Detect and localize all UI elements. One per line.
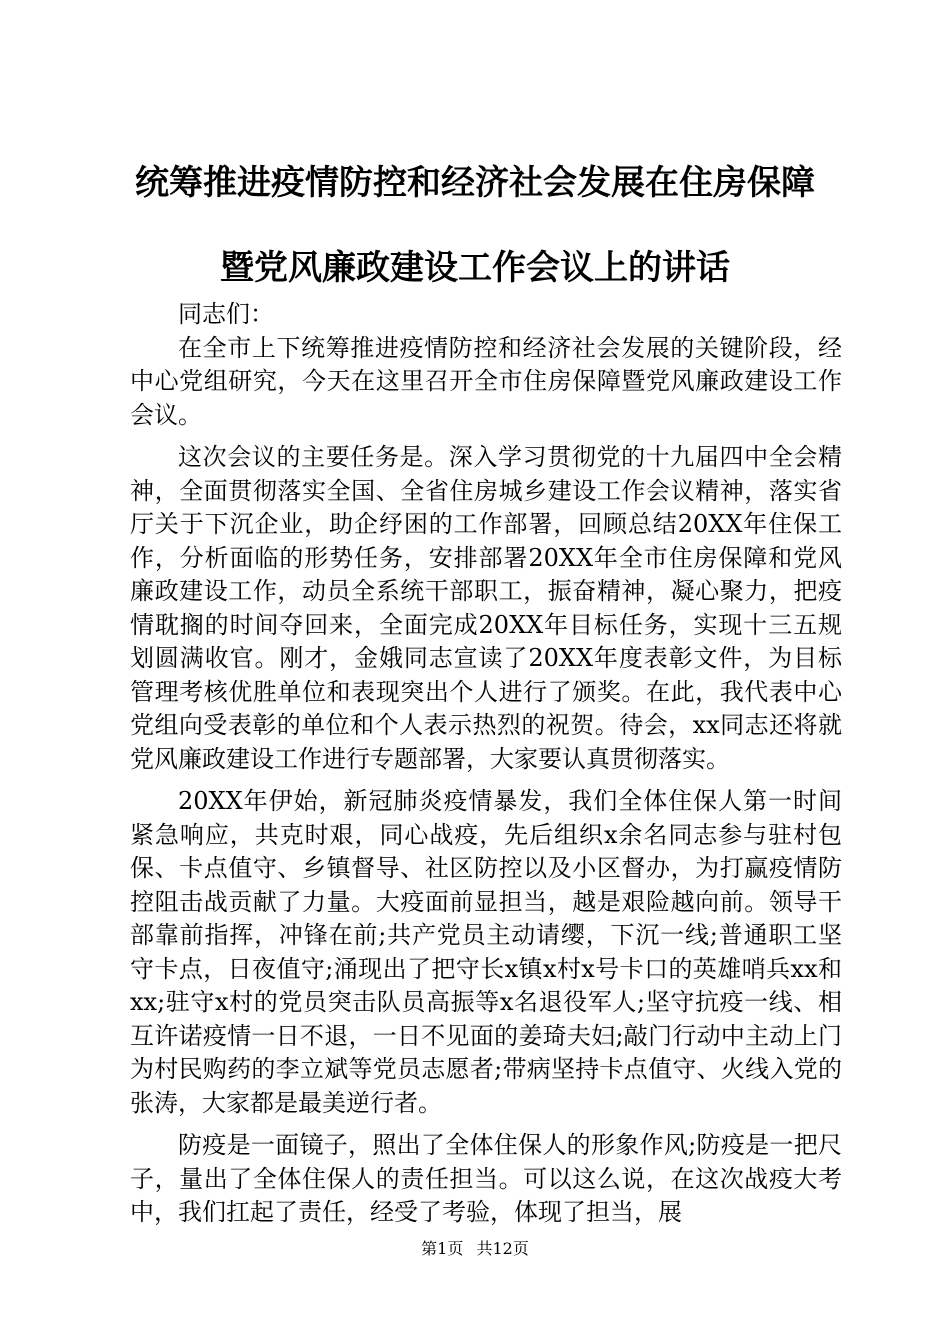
paragraph-3: 20XX年伊始，新冠肺炎疫情暴发，我们全体住保人第一时间紧急响应，共克时艰，同心战疫，先后组织x余名同志参与驻村包保、卡点值守、乡镇督导、社区防控以及小区督办，为打赢疫情防控阻击战贡献了力量。大疫面前显担当，越是艰险越向前。领导干部靠前指挥，冲锋在前;共产党员主动请缨，下沉一线;普通职工坚守卡点，日夜值守;涌现出了把守长x镇x村x号卡口的英雄哨兵xx和xx;驻守x村的党员突击队员高振等x名退役军人;坚守抗疫一线、相互许诺疫情一日不退，一日不见面的姜琦夫妇;敲门行动中主动上门为村民购药的李立斌等党员志愿者;带病坚持卡点值守、火线入党的张涛，大家都是最美逆行者。: [130, 787, 842, 1117]
page-number-current: 第1页: [421, 1239, 464, 1258]
salutation: 同志们：: [178, 300, 274, 328]
paragraph-4: 防疫是一面镜子，照出了全体住保人的形象作风;防疫是一把尺子，量出了全体住保人的责任担当。可以这么说，在这次战疫大考中，我们扛起了责任，经受了考验，体现了担当，展: [130, 1131, 842, 1226]
document-body: [130, 298, 842, 1230]
page-footer: [0, 1238, 950, 1260]
document-title-line-2: 暨党风廉政建设工作会议上的讲话: [220, 248, 730, 288]
page-number-total: 共12页: [476, 1239, 529, 1258]
document-title-line-1: 统筹推进疫情防控和经济社会发展在住房保障: [135, 163, 815, 203]
paragraph-1: 在全市上下统筹推进疫情防控和经济社会发展的关键阶段，经中心党组研究，今天在这里召开全市住房保障暨党风廉政建设工作会议。: [130, 333, 842, 429]
paragraph-2: 这次会议的主要任务是。深入学习贯彻党的十九届四中全会精神，全面贯彻落实全国、全省住房城乡建设工作会议精神，落实省厅关于下沉企业，助企纾困的工作部署，回顾总结20XX年住保工作，分析面临的形势任务，安排部署20XX年全市住房保障和党风廉政建设工作，动员全系统干部职工，振奋精神，凝心聚力，把疫情耽搁的时间夺回来，全面完成20XX年目标任务，实现十三五规划圆满收官。刚才，金娥同志宣读了20XX年度表彰文件，为目标管理考核优胜单位和表现突出个人进行了颁奖。在此，我代表中心党组向受表彰的单位和个人表示热烈的祝贺。待会，xx同志还将就党风廉政建设工作进行专题部署，大家要认真贯彻落实。: [130, 443, 842, 773]
